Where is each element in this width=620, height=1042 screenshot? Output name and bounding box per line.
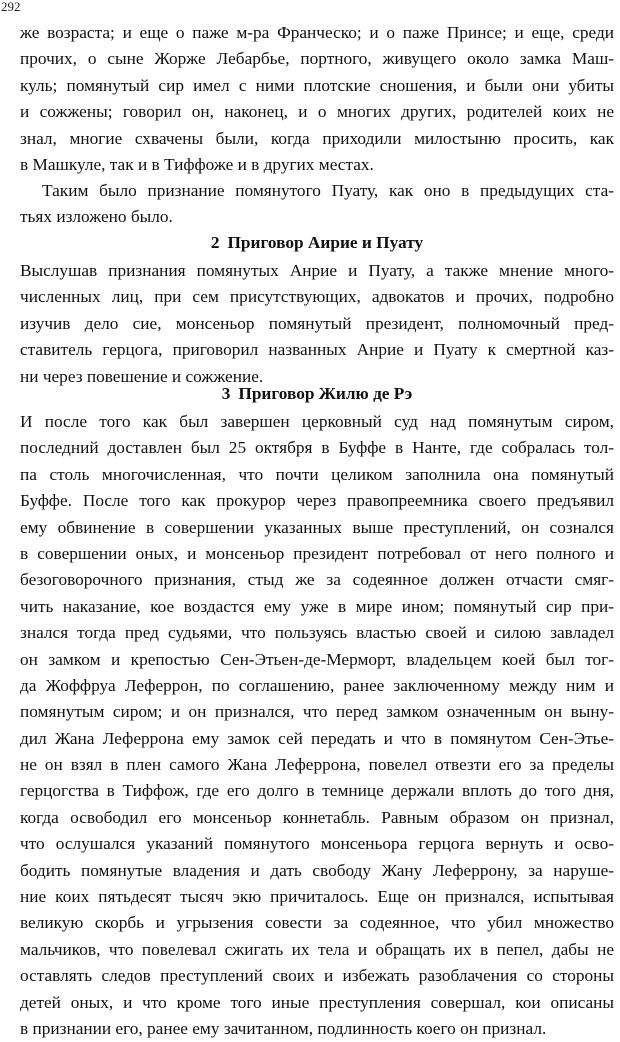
text-line: помянутым сиром; и он признался, что перед замком означенным он выну- xyxy=(20,702,614,722)
text-line: прочих, о сыне Жорже Лебарбье, портного, живущего около замка Маш- xyxy=(20,49,614,69)
text-line: дил Жана Леферрона ему замок сей передать и что в помянутом Сен-Этье- xyxy=(20,728,614,748)
section-number: 3 xyxy=(221,384,231,403)
text-line: па столь многочисленная, что почти целиком заполнила она помянутый xyxy=(20,464,614,484)
text-line: оставлять следов преступлений своих и избежать разоблачения со стороны xyxy=(20,966,614,986)
page-number: 292 xyxy=(1,0,21,14)
text-line: последний доставлен был 25 октября в Буффе в Нанте, где собралась тол- xyxy=(20,438,614,458)
section-3-body xyxy=(20,409,614,1042)
text-line: ние коих пятьдесят тысяч экю причиталось. Еще он признался, испытывая xyxy=(20,887,614,907)
section-title: Приговор Аирие и Пуату xyxy=(227,233,424,252)
text-line: ставитель герцога, приговорил названных Анрие и Пуату к смертной каз- xyxy=(20,340,614,360)
text-line: да Жоффруа Леферрон, по соглашению, ранее заключенному между ним и xyxy=(20,675,614,695)
section-title: Приговор Жилю де Рэ xyxy=(238,384,413,403)
text-line: и сожжены; говорил он, наконец, и о многих других, родителей коих не xyxy=(20,102,614,122)
text-line: не он взял в плен самого Жана Леферрона, повелел отвезти его за пределы xyxy=(20,755,614,775)
text-line: ни через повешение и сожжение. xyxy=(20,366,264,386)
text-line: Выслушав признания помянутых Анрие и Пуату, а также мнение много- xyxy=(20,261,614,280)
paragraph-poitou-confession xyxy=(20,178,614,231)
text-line: изучив дело сие, монсеньор помянутый президент, полномочный пред- xyxy=(20,313,614,333)
text-line: мальчиков, что повелевал сжигать их тела и обращать их в пепел, дабы не xyxy=(20,939,614,959)
text-line: И после того как был завершен церковный суд над помянутым сиром, xyxy=(20,412,614,431)
text-line: в признании его, ранее ему зачитанном, подлинность коего он признал. xyxy=(20,1018,547,1038)
section-3-heading xyxy=(20,381,614,407)
text-line: численных лиц, при сем присутствующих, адвокатов и прочих, подробно xyxy=(20,287,614,307)
text-line: детей оных, и что кроме того иные преступления совершал, кои описаны xyxy=(20,992,614,1012)
text-line: герцогства в Тиффож, где его долго в темнице держали вплоть до того дня, xyxy=(20,781,614,801)
text-line: Буффе. После того как прокурор через правопреемника своего предъявил xyxy=(20,491,614,511)
text-line: же возраста; и еще о паже м-ра Франческо; и о паже Принсе; и еще, среди xyxy=(20,23,614,42)
text-line: знал, многие схвачены были, когда приходили милостыню просить, как xyxy=(20,128,614,148)
text-line: когда освободил его монсеньор коннетабль. Равным образом он признал, xyxy=(20,807,614,827)
text-line: чить наказание, кое воздастся ему уже в мире ином; помянутый сир при- xyxy=(20,596,614,616)
text-line: знался тогда пред судьями, что пользуясь властью своей и силою завладел xyxy=(20,623,614,643)
section-2-heading xyxy=(20,230,614,256)
text-line: куль; помянутый сир имел с ними плотские сношения, и были они убиты xyxy=(20,75,614,95)
text-line: бодить помянутые владения и дать свободу Жану Леферрону, за наруше- xyxy=(20,860,614,880)
text-line: он замком и крепостью Сен-Этьен-де-Мерморт, владельцем коей был тог- xyxy=(20,649,614,669)
text-line: безоговорочного признания, стыд же за содеянное должен отчасти смяг- xyxy=(20,570,614,590)
text-line: ему обвинение в совершении указанных выше преступлений, он сознался xyxy=(20,517,614,537)
paragraph-continuation xyxy=(20,20,614,178)
section-number: 2 xyxy=(210,233,220,252)
text-line: Таким было признание помянутого Пуату, как оно в предыдущих ста- xyxy=(42,181,614,200)
text-line: тьях изложено было. xyxy=(20,207,173,227)
section-2-body xyxy=(20,258,614,390)
text-line: что ослушался указаний помянутого монсеньора герцога вернуть и освo- xyxy=(20,834,614,854)
text-line: великую скорбь и угрызения совести за содеянное, что убил множество xyxy=(20,913,614,933)
text-line: в Машкуле, так и в Тиффоже и в других местах. xyxy=(20,154,374,174)
text-line: в совершении оных, и монсеньор президент потребовал от него полного и xyxy=(20,543,614,563)
